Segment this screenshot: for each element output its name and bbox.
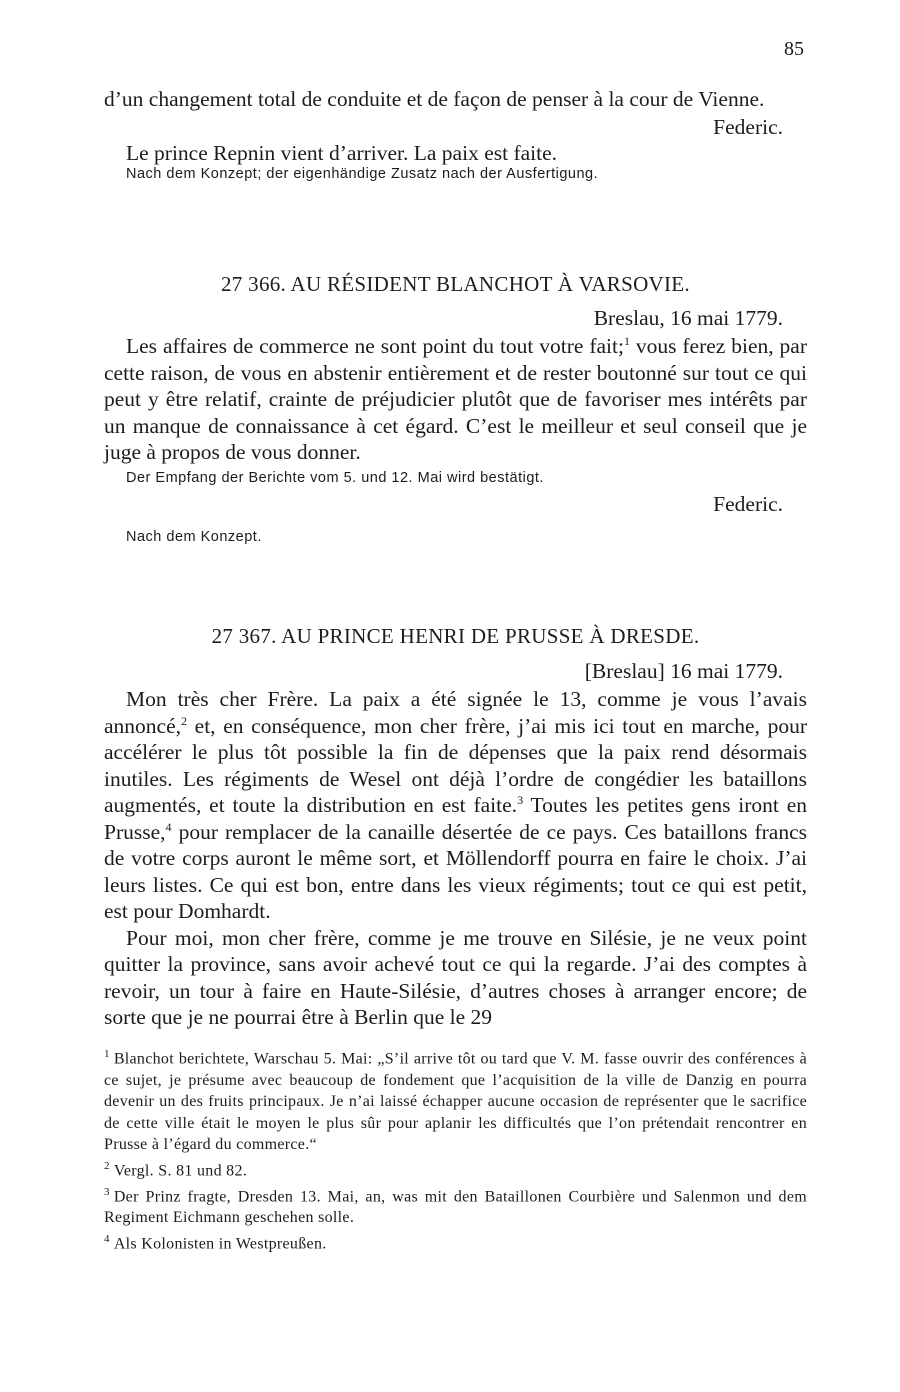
letter-27367-p1-d: pour remplacer de la canaille désertée de ce pays. Ces bataillons francs de votre corps auront le même sort, et Möllendorff pourra en faire le choix. J’ai leurs listes. Ce qui est bon, entre dans les vieux régiments; tout ce qui est petit, est pour Domhardt. — [104, 819, 807, 923]
letter-27367-paragraph-1 — [104, 686, 807, 925]
footnote-mark-3: 3 — [104, 1185, 110, 1198]
letter-27366-source-note: Nach dem Konzept. — [126, 528, 262, 545]
footnote-mark-4: 4 — [104, 1232, 110, 1245]
letter-27367-heading: 27 367. AU PRINCE HENRI DE PRUSSE À DRESDE. — [211, 624, 700, 648]
footnote-ref-1: 1 — [623, 333, 630, 348]
intro-section — [104, 86, 807, 182]
footnote-mark-2: 2 — [104, 1159, 110, 1172]
letter-27367 — [104, 624, 807, 1031]
intro-postscript: Le prince Repnin vient d’arriver. La paix est faite. — [126, 140, 558, 165]
footnote-4 — [104, 1229, 807, 1255]
page-number: 85 — [784, 38, 804, 60]
letter-27366-body — [104, 333, 807, 466]
letter-27366-dateline: Breslau, 16 mai 1779. — [593, 306, 783, 330]
letter-27366 — [104, 272, 807, 545]
footnote-2 — [104, 1156, 807, 1182]
letter-27367-p1-c: Toutes les petites gens iront en Prusse, — [104, 793, 807, 844]
footnote-text-1: Blanchot berichtete, Warschau 5. Mai: „S’il arrive tôt ou tard que V. M. fasse ouvrir des conférences à ce sujet, je présume avec beaucoup de fondement que l’acquisition de la ville de Danzig en pourra devenir un des fruits principaux. Je n’ai laissé échapper aucune occasion de représenter que le sacrifice de cette ville était le moyen le plus sûr pour aplanir les difficultés que l’on prétendait rencontrer en Prusse à l’égard du commerce.“ — [104, 1050, 807, 1154]
footnote-ref-2: 2 — [181, 713, 188, 728]
footnote-text-3: Der Prinz fragte, Dresden 13. Mai, an, was mit den Bataillonen Courbière und Salenmon und dem Regiment Eichmann geschehen solle. — [104, 1187, 807, 1227]
letter-27367-paragraph-2: Pour moi, mon cher frère, comme je me trouve en Silésie, je ne veux point quitter la province, sans avoir achevé tout ce qui la regarde. J’ai des comptes à revoir, un tour à faire en Haute-Silésie, d’autres choses à arranger encore; de sorte que je ne pourrai être à Berlin que le 29 — [104, 925, 807, 1029]
letter-27366-body-a: Les affaires de commerce ne sont point du tout votre fait; — [126, 334, 624, 358]
letter-27366-body-b: vous ferez bien, par cette raison, de vous en abstenir entièrement et de rester boutonné sur tout ce qui peut y être relatif, crainte de préjudicier plutôt que de favoriser mes intérêts par un manque de connaissance à cet égard. C’est le meilleur et seul conseil que je juge à propos de vous donner. — [104, 334, 807, 464]
intro-text: d’un changement total de conduite et de façon de penser à la cour de Vienne. — [104, 87, 765, 111]
footnote-3 — [104, 1182, 807, 1229]
footnote-text-2: Vergl. S. 81 und 82. — [113, 1162, 248, 1180]
footnotes — [104, 1044, 807, 1255]
letter-27366-heading: 27 366. AU RÉSIDENT BLANCHOT À VARSOVIE. — [221, 272, 690, 296]
footnote-ref-4: 4 — [165, 819, 172, 834]
intro-signature: Federic. — [713, 114, 783, 139]
footnote-1 — [104, 1044, 807, 1156]
footnote-mark-1: 1 — [104, 1048, 110, 1060]
intro-source-note: Nach dem Konzept; der eigenhändige Zusatz nach der Ausfertigung. — [126, 166, 599, 182]
footnote-ref-3: 3 — [517, 792, 524, 807]
letter-27367-p1-b: et, en conséquence, mon cher frère, j’ai mis ici tout en marche, pour accélérer le plus tôt possible la fin de dépenses que la paix rend désormais inutiles. Les régiments de Wesel ont déjà l’ordre de congédier les bataillons augmentés, et toute la distribution en est faite. — [104, 713, 807, 817]
letter-27367-p1-a: Mon très cher Frère. La paix a été signée le 13, comme je vous l’avais annoncé, — [104, 687, 807, 738]
letter-27366-signature: Federic. — [713, 491, 783, 516]
letter-27367-dateline: [Breslau] 16 mai 1779. — [584, 659, 783, 683]
letter-27366-note: Der Empfang der Berichte vom 5. und 12. Mai wird bestätigt. — [126, 469, 544, 486]
footnote-text-4: Als Kolonisten in Westpreußen. — [113, 1235, 327, 1253]
